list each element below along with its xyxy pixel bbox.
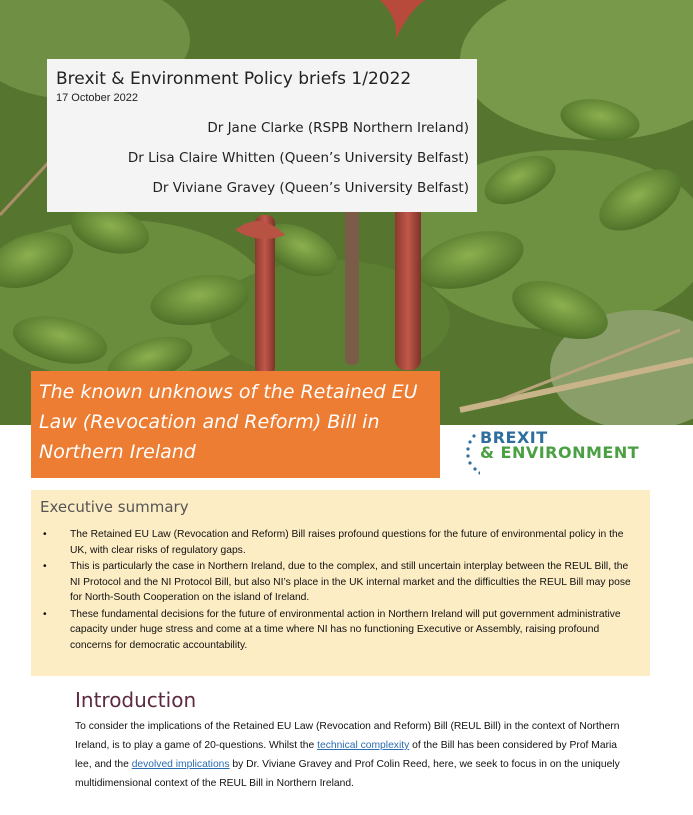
author-2: Dr Lisa Claire Whitten (Queen’s University Belfast) — [127, 150, 469, 166]
author-3: Dr Viviane Gravey (Queen’s University Belfast) — [152, 180, 469, 196]
stars-icon — [464, 428, 480, 478]
list-item-text: The Retained EU Law (Revocation and Reform) Bill raises profound questions for the future of environmental policy in the UK, with clear risks of regulatory gaps. — [70, 529, 624, 556]
executive-summary — [31, 490, 650, 676]
executive-summary-heading: Executive summary — [40, 498, 189, 516]
logo-line-2: & ENVIRONMENT — [480, 443, 640, 462]
document-title: The known unknows of the Retained EU Law (Revocation and Reform) Bill in Northern Ireland — [39, 381, 418, 463]
introduction-heading: Introduction — [75, 688, 197, 712]
devolved-implications-link[interactable]: devolved implications — [131, 759, 230, 770]
publication-date: 17 October 2022 — [56, 92, 138, 104]
brexit-environment-logo — [464, 428, 664, 478]
introduction-paragraph — [75, 717, 635, 793]
summary-list — [31, 527, 650, 654]
list-item — [31, 559, 650, 606]
series-title: Brexit & Environment Policy briefs 1/2022 — [56, 69, 412, 89]
logo-line-1: BREXIT — [480, 428, 548, 447]
list-item-text: This is particularly the case in Northern Ireland, due to the complex, and still uncertain interplay between the REUL Bill, the NI Protocol and the NI Protocol Bill, but also NI’s place in the UK internal market and the difficulties the REUL Bill may pose for North-South Cooperation on the island of Ireland. — [70, 561, 631, 603]
list-item — [31, 607, 650, 654]
list-item — [31, 527, 650, 558]
brief-header — [47, 59, 477, 212]
author-1: Dr Jane Clarke (RSPB Northern Ireland) — [207, 120, 469, 136]
intro-text-3: by Dr. Viviane Gravey and Prof Colin Reed, here, we seek to focus in on the uniquely multidimensional context of the REUL Bill in Northern Ireland. — [75, 759, 620, 789]
intro-text-1: To consider the implications of the Retained EU Law (Revocation and Reform) Bill (REUL Bill) in the context of Northern Ireland, is to play a game of 20-questions. Whilst the — [75, 721, 620, 751]
bullet-icon: • — [43, 561, 47, 572]
list-item-text: These fundamental decisions for the future of environmental action in Northern Ireland will put government administrative capacity under huge stress and come at a time where NI has no functioning Executive or Assembly, raising profound concerns for democratic accountability. — [70, 608, 621, 651]
bullet-icon: • — [43, 529, 47, 540]
title-banner — [31, 371, 440, 478]
intro-text-2: of the Bill has been considered by Prof Maria lee, and the — [75, 740, 618, 770]
bullet-icon: • — [43, 608, 47, 620]
technical-complexity-link[interactable]: technical complexity — [317, 740, 410, 751]
